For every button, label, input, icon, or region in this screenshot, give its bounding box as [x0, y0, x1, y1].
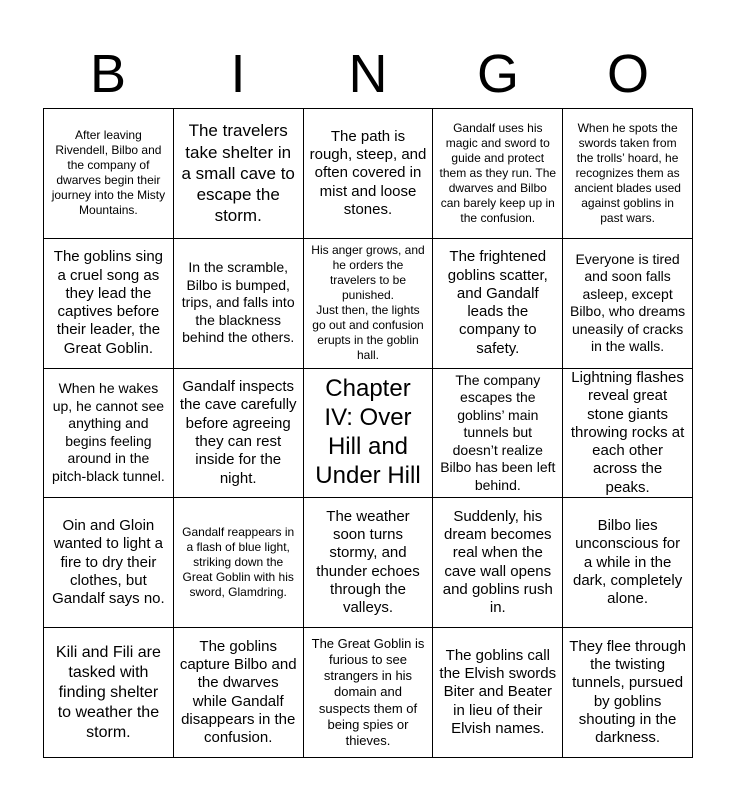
bingo-cell[interactable]: The weather soon turns stormy, and thunder echoes through the valleys.	[304, 498, 434, 628]
bingo-cell[interactable]: Gandalf reappears in a flash of blue light, striking down the Great Goblin with his sword, Glamdring.	[174, 498, 304, 628]
bingo-cell[interactable]: When he spots the swords taken from the trolls’ hoard, he recognizes them as ancient blades used against goblins in past wars.	[563, 109, 693, 239]
header-letter-g: G	[476, 44, 519, 104]
free-space-title[interactable]: Chapter IV: Over Hill and Under Hill	[304, 369, 434, 499]
bingo-cell[interactable]: Oin and Gloin wanted to light a fire to dry their clothes, but Gandalf says no.	[44, 498, 174, 628]
bingo-grid	[43, 108, 693, 758]
bingo-cell[interactable]: Lightning flashes reveal great stone giants throwing rocks at each other across the peaks.	[563, 369, 693, 499]
bingo-cell[interactable]: Everyone is tired and soon falls asleep, except Bilbo, who dreams uneasily of cracks in the walls.	[563, 239, 693, 369]
bingo-cell[interactable]: In the scramble, Bilbo is bumped, trips, and falls into the blackness behind the others.	[174, 239, 304, 369]
bingo-cell[interactable]: They flee through the twisting tunnels, pursued by goblins shouting in the darkness.	[563, 628, 693, 758]
bingo-cell[interactable]: Kili and Fili are tasked with finding shelter to weather the storm.	[44, 628, 174, 758]
header-letter-i: I	[230, 44, 246, 104]
bingo-cell[interactable]: Bilbo lies unconscious for a while in the dark, completely alone.	[563, 498, 693, 628]
bingo-cell[interactable]: The Great Goblin is furious to see strangers in his domain and suspects them of being spies or thieves.	[304, 628, 434, 758]
bingo-cell[interactable]: The path is rough, steep, and often covered in mist and loose stones.	[304, 109, 434, 239]
bingo-cell[interactable]: The goblins capture Bilbo and the dwarves while Gandalf disappears in the confusion.	[174, 628, 304, 758]
bingo-cell[interactable]: The goblins sing a cruel song as they lead the captives before their leader, the Great Goblin.	[44, 239, 174, 369]
header-letter-b: B	[89, 44, 127, 104]
header-letter-n: N	[348, 44, 388, 104]
bingo-cell[interactable]: His anger grows, and he orders the travelers to be punished. Just then, the lights go out and confusion erupts in the goblin hall.	[304, 239, 434, 369]
bingo-cell[interactable]: Gandalf inspects the cave carefully before agreeing they can rest inside for the night.	[174, 369, 304, 499]
bingo-cell[interactable]: The frightened goblins scatter, and Gandalf leads the company to safety.	[433, 239, 563, 369]
bingo-header	[43, 40, 693, 108]
bingo-cell[interactable]: The goblins call the Elvish swords Biter and Beater in lieu of their Elvish names.	[433, 628, 563, 758]
bingo-cell[interactable]: The travelers take shelter in a small cave to escape the storm.	[174, 109, 304, 239]
bingo-cell[interactable]: The company escapes the goblins’ main tunnels but doesn’t realize Bilbo has been left behind.	[433, 369, 563, 499]
bingo-cell[interactable]: Suddenly, his dream becomes real when the cave wall opens and goblins rush in.	[433, 498, 563, 628]
bingo-cell[interactable]: After leaving Rivendell, Bilbo and the company of dwarves begin their journey into the Misty Mountains.	[44, 109, 174, 239]
header-letter-o: O	[606, 44, 649, 104]
bingo-cell[interactable]: Gandalf uses his magic and sword to guide and protect them as they run. The dwarves and Bilbo can barely keep up in the confusion.	[433, 109, 563, 239]
bingo-cell[interactable]: When he wakes up, he cannot see anything and begins feeling around in the pitch-black tunnel.	[44, 369, 174, 499]
